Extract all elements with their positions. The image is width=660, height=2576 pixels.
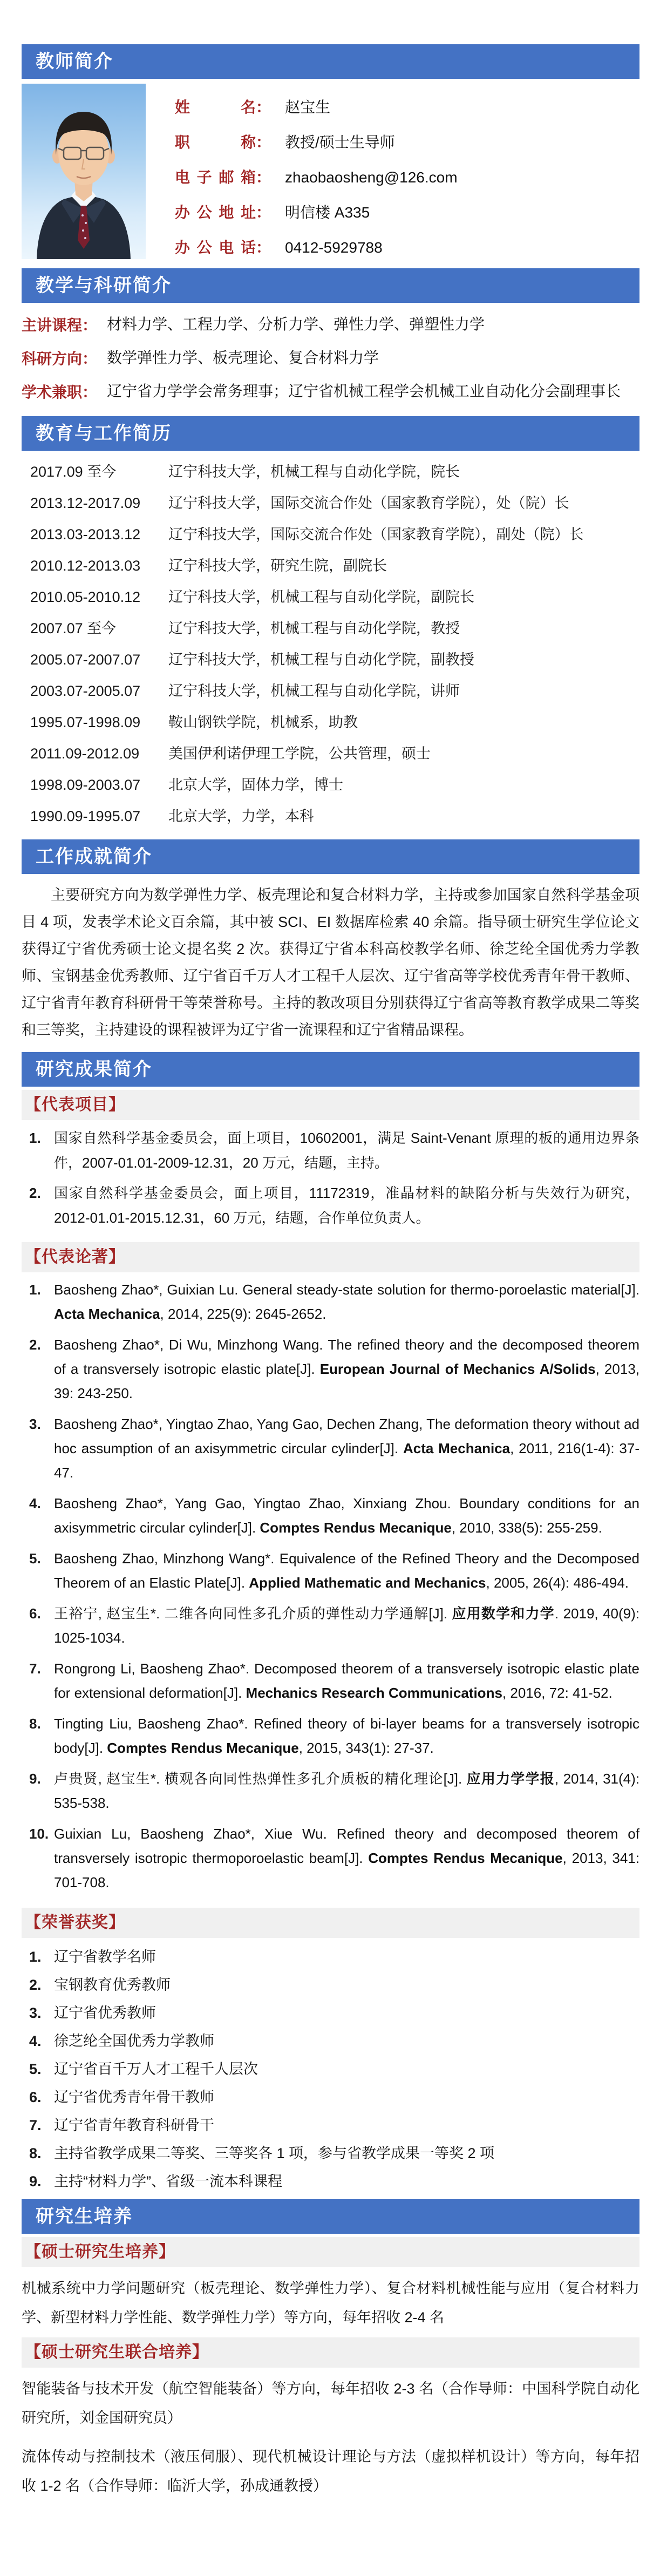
publication-text bbox=[54, 1602, 639, 1650]
profile-field-label: 姓名 bbox=[175, 99, 256, 116]
award-item bbox=[22, 1999, 639, 2026]
award-text: 主持省教学成果二等奖、三等奖各 1 项，参与省教学成果一等奖 2 项 bbox=[54, 2145, 495, 2161]
publication-authors-title: Tingting Liu, Baosheng Zhao*. Refined theory of bi-layer beams for a transversely isotropic body[J]. bbox=[54, 1716, 639, 1756]
publication-item bbox=[22, 1547, 639, 1595]
profile-field-row bbox=[175, 160, 639, 195]
publication-number: 4. bbox=[29, 1495, 41, 1511]
history-description: 辽宁科技大学，国际交流合作处（国家教育学院），副处（院）长 bbox=[168, 526, 584, 543]
history-row bbox=[22, 456, 639, 487]
publication-number: 6. bbox=[29, 1605, 41, 1622]
publication-cite-detail: , 2005, 26(4): 486-494. bbox=[486, 1575, 629, 1591]
teaching-row-label: 科研方向： bbox=[22, 350, 98, 367]
history-list bbox=[22, 451, 639, 839]
publication-authors-title: 王裕宁, 赵宝生*. 二维各向同性多孔介质的弹性动力学通解[J]. bbox=[54, 1605, 452, 1622]
project-text: 国家自然科学基金委员会，面上项目，11172319，准晶材料的缺陷分析与失效行为研究，2012-01.01-2015.12.31，60 万元，结题，合作单位负责人。 bbox=[54, 1185, 639, 1226]
publication-item bbox=[22, 1412, 639, 1485]
joint-paragraphs bbox=[22, 2374, 639, 2500]
award-text: 徐芝纶全国优秀力学教师 bbox=[54, 2033, 214, 2049]
teaching-row bbox=[22, 377, 639, 405]
publication-authors-title: Baosheng Zhao*, Yingtao Zhao, Yang Gao, Dechen Zhang, The deformation theory without ad hoc assumption of an axisymmetric circular cylinder[J]. bbox=[54, 1416, 639, 1456]
achievement-paragraph: 主要研究方向为数学弹性力学、板壳理论和复合材料力学，主持或参加国家自然科学基金项目 4 项，发表学术论文百余篇，其中被 SCI、EI 数据库检索 40 余篇。指导硕士研究生学位论文获得辽宁省优秀硕士论文提名奖 2 次。获得辽宁省本科高校教学名师、徐芝纶全国优秀力学教师、宝钢基金优秀教师、辽宁省百千万人才工程千人层次、辽宁省高等学校优秀青年骨干教师、辽宁省青年教育科研骨干等荣誉称号。主持的教改项目分别获得辽宁省高等教育教学成果二等奖和三等奖，主持建设的课程被评为辽宁省一流课程和辽宁省精品课程。 bbox=[22, 887, 639, 1038]
award-number: 2. bbox=[29, 1977, 42, 1993]
publication-journal: Comptes Rendus Mecanique bbox=[107, 1740, 299, 1756]
history-row bbox=[22, 519, 639, 550]
subheader-master-training: 【硕士研究生培养】 bbox=[22, 2237, 639, 2267]
award-number: 7. bbox=[29, 2117, 42, 2133]
project-item bbox=[22, 1181, 639, 1230]
publication-item bbox=[22, 1278, 639, 1326]
history-row bbox=[22, 487, 639, 519]
award-item bbox=[22, 2084, 639, 2111]
teaching-rows bbox=[22, 303, 639, 416]
publication-cite-detail: . 2019, 40(9): 1025-1034. bbox=[54, 1605, 639, 1646]
publication-cite-detail: , 2011, 216(1-4): 37-47. bbox=[54, 1440, 639, 1481]
section-title-training: 研究生培养 bbox=[36, 2206, 133, 2227]
award-text: 辽宁省青年教育科研骨干 bbox=[54, 2117, 214, 2133]
publication-number: 8. bbox=[29, 1716, 41, 1732]
profile-photo bbox=[22, 84, 146, 259]
section-title-research: 研究成果简介 bbox=[36, 1059, 152, 1080]
publication-text bbox=[54, 1657, 639, 1705]
section-header-research bbox=[22, 1052, 639, 1087]
publication-journal: Mechanics Research Communications bbox=[246, 1685, 502, 1701]
profile-block bbox=[22, 79, 639, 268]
publication-journal: Acta Mechanica bbox=[54, 1306, 160, 1322]
profile-field-row bbox=[175, 195, 639, 230]
publication-number: 2. bbox=[29, 1337, 41, 1353]
publication-journal: Comptes Rendus Mecanique bbox=[260, 1520, 452, 1536]
profile-field-label: 电子邮箱 bbox=[175, 169, 256, 186]
history-date: 2003.07-2005.07 bbox=[30, 683, 141, 699]
history-description: 辽宁科技大学，机械工程与自动化学院，讲师 bbox=[168, 683, 460, 699]
history-row bbox=[22, 769, 639, 801]
publication-cite-detail: , 2016, 72: 41-52. bbox=[502, 1685, 613, 1701]
profile-field-value: 明信楼 A335 bbox=[285, 204, 370, 221]
awards-list bbox=[22, 1938, 639, 2199]
award-item bbox=[22, 2112, 639, 2139]
award-number: 8. bbox=[29, 2145, 42, 2161]
award-text: 辽宁省教学名师 bbox=[54, 1949, 156, 1965]
award-item bbox=[22, 2140, 639, 2167]
publication-text bbox=[54, 1767, 639, 1815]
history-row bbox=[22, 738, 639, 769]
subheader-publications: 【代表论著】 bbox=[22, 1242, 639, 1272]
publication-cite-detail: , 2010, 338(5): 255-259. bbox=[451, 1520, 602, 1536]
award-item bbox=[22, 2028, 639, 2055]
award-number: 9. bbox=[29, 2173, 42, 2189]
publication-item bbox=[22, 1492, 639, 1540]
history-description: 北京大学，固体力学，博士 bbox=[168, 777, 343, 793]
section-header-profile bbox=[22, 44, 639, 79]
history-description: 北京大学，力学，本科 bbox=[168, 808, 314, 824]
history-row bbox=[22, 613, 639, 644]
profile-field-colon: ： bbox=[256, 204, 271, 221]
publication-item bbox=[22, 1602, 639, 1650]
section-title-teaching: 教学与科研简介 bbox=[36, 275, 172, 296]
publication-authors-title: Baosheng Zhao*, Yang Gao, Yingtao Zhao, Xinxiang Zhou. Boundary conditions for an axisymmetric circular cylinder[J]. bbox=[54, 1495, 639, 1536]
history-date: 1995.07-1998.09 bbox=[30, 714, 141, 730]
joint-training-text: 流体传动与控制技术（液压伺服）、现代机械设计理论与方法（虚拟样机设计）等方向，每年招收 1-2 名（合作导师：临沂大学，孙成通教授） bbox=[22, 2449, 639, 2494]
history-row bbox=[22, 675, 639, 707]
history-description: 辽宁科技大学，机械工程与自动化学院，教授 bbox=[168, 620, 460, 636]
publication-text bbox=[54, 1333, 639, 1406]
publications-list bbox=[22, 1272, 639, 1904]
publication-authors-title: 卢贵贤, 赵宝生*. 横观各向同性热弹性多孔介质板的精化理论[J]. bbox=[54, 1771, 467, 1787]
profile-field-colon: ： bbox=[256, 239, 271, 256]
section-header-teaching bbox=[22, 268, 639, 303]
award-item bbox=[22, 1943, 639, 1970]
history-description: 辽宁科技大学，研究生院，副院长 bbox=[168, 558, 387, 574]
publication-item bbox=[22, 1657, 639, 1705]
publication-cite-detail: , 2015, 343(1): 27-37. bbox=[298, 1740, 434, 1756]
publication-item bbox=[22, 1712, 639, 1760]
profile-field-label: 职称 bbox=[175, 134, 256, 151]
history-date: 2005.07-2007.07 bbox=[30, 652, 141, 668]
publication-item bbox=[22, 1767, 639, 1815]
top-margin bbox=[0, 0, 660, 44]
profile-field-row bbox=[175, 230, 639, 265]
profile-field-label: 办公地址 bbox=[175, 204, 256, 221]
profile-field-value: 赵宝生 bbox=[285, 99, 331, 116]
joint-training-text: 智能装备与技术开发（航空智能装备）等方向，每年招收 2-3 名（合作导师：中国科学院自动化研究所，刘金国研究员） bbox=[22, 2381, 639, 2426]
publication-text bbox=[54, 1278, 639, 1326]
publication-number: 9. bbox=[29, 1771, 41, 1787]
profile-field-colon: ： bbox=[256, 99, 271, 116]
award-item bbox=[22, 1971, 639, 1998]
award-number: 1. bbox=[29, 1949, 42, 1965]
section-title-history: 教育与工作简历 bbox=[36, 423, 172, 444]
publication-authors-title: Rongrong Li, Baosheng Zhao*. Decomposed theorem of a transversely isotropic elastic plate for extensional deformation[J]. bbox=[54, 1660, 639, 1701]
publication-text bbox=[54, 1822, 639, 1895]
publication-authors-title: Guixian Lu, Baosheng Zhao*, Xiue Wu. Refined theory and decomposed theorem of transversely isotropic thermoporoelastic beam[J]. bbox=[54, 1826, 639, 1866]
teaching-row bbox=[22, 344, 639, 372]
section-header-history bbox=[22, 416, 639, 451]
publication-number: 3. bbox=[29, 1416, 41, 1432]
history-row bbox=[22, 581, 639, 613]
history-row bbox=[22, 707, 639, 738]
history-description: 辽宁科技大学，国际交流合作处（国家教育学院），处（院）长 bbox=[168, 495, 569, 511]
history-row bbox=[22, 801, 639, 832]
award-number: 5. bbox=[29, 2061, 42, 2077]
history-date: 1998.09-2003.07 bbox=[30, 777, 141, 793]
publication-authors-title: Baosheng Zhao*, Di Wu, Minzhong Wang. The refined theory and the decomposed theorem of a transversely isotropic elastic plate[J]. bbox=[54, 1337, 639, 1377]
publication-journal: European Journal of Mechanics A/Solids bbox=[319, 1361, 596, 1377]
publication-cite-detail: , 2013, 39: 243-250. bbox=[54, 1361, 640, 1401]
history-description: 美国伊利诺伊理工学院，公共管理，硕士 bbox=[168, 745, 431, 762]
history-description: 辽宁科技大学，机械工程与自动化学院，副院长 bbox=[168, 589, 474, 605]
teaching-row-label: 主讲课程： bbox=[22, 317, 98, 334]
award-text: 辽宁省优秀教师 bbox=[54, 2005, 156, 2021]
publication-cite-detail: , 2014, 31(4): 535-538. bbox=[54, 1771, 639, 1811]
publication-authors-title: Baosheng Zhao, Minzhong Wang*. Equivalence of the Refined Theory and the Decomposed Theorem of an Elastic Plate[J]. bbox=[54, 1550, 639, 1591]
profile-field-row bbox=[175, 125, 639, 160]
subheader-awards: 【荣誉获奖】 bbox=[22, 1908, 639, 1938]
publication-number: 1. bbox=[29, 1282, 41, 1298]
teaching-row-value: 数学弹性力学、板壳理论、复合材料力学 bbox=[107, 349, 379, 366]
award-number: 3. bbox=[29, 2005, 42, 2021]
publication-text bbox=[54, 1412, 639, 1485]
history-description: 辽宁科技大学，机械工程与自动化学院，院长 bbox=[168, 464, 460, 480]
section-header-achievement bbox=[22, 839, 639, 874]
history-date: 2010.05-2010.12 bbox=[30, 589, 141, 605]
history-date: 2007.07 至今 bbox=[30, 620, 117, 636]
publication-text bbox=[54, 1547, 639, 1595]
publication-journal: 应用数学和力学 bbox=[452, 1605, 555, 1622]
profile-field-label: 办公电话 bbox=[175, 239, 256, 256]
projects-list bbox=[22, 1120, 639, 1239]
profile-field-colon: ： bbox=[256, 134, 271, 151]
award-item bbox=[22, 2056, 639, 2083]
history-description: 鞍山钢铁学院，机械系，助教 bbox=[168, 714, 358, 730]
section-title-profile: 教师简介 bbox=[36, 51, 113, 72]
publication-journal: Comptes Rendus Mecanique bbox=[368, 1850, 563, 1866]
publication-text bbox=[54, 1492, 639, 1540]
project-number: 2. bbox=[29, 1185, 41, 1201]
award-text: 辽宁省百千万人才工程千人层次 bbox=[54, 2061, 258, 2077]
award-text: 主持“材料力学”、省级一流本科课程 bbox=[54, 2173, 282, 2189]
award-item bbox=[22, 2168, 639, 2195]
history-date: 1990.09-1995.07 bbox=[30, 808, 141, 824]
history-date: 2013.12-2017.09 bbox=[30, 495, 141, 511]
profile-fields bbox=[175, 90, 639, 265]
subheader-projects: 【代表项目】 bbox=[22, 1090, 639, 1120]
history-date: 2010.12-2013.03 bbox=[30, 558, 141, 574]
publication-text bbox=[54, 1712, 639, 1760]
teaching-row-label: 学术兼职： bbox=[22, 384, 98, 401]
publication-number: 10. bbox=[29, 1826, 49, 1842]
project-number: 1. bbox=[29, 1130, 41, 1146]
history-row bbox=[22, 644, 639, 675]
history-date: 2013.03-2013.12 bbox=[30, 526, 141, 543]
history-description: 辽宁科技大学，机械工程与自动化学院，副教授 bbox=[168, 652, 474, 668]
teaching-row-value: 辽宁省力学学会常务理事；辽宁省机械工程学会机械工业自动化分会副理事长 bbox=[107, 383, 621, 399]
subheader-joint-training: 【硕士研究生联合培养】 bbox=[22, 2337, 639, 2368]
profile-field-value: zhaobaosheng@126.com bbox=[285, 169, 458, 186]
publication-journal: Applied Mathematic and Mechanics bbox=[249, 1575, 486, 1591]
portrait-illustration bbox=[22, 84, 146, 259]
teaching-row bbox=[22, 310, 639, 338]
publication-authors-title: Baosheng Zhao*, Guixian Lu. General steady-state solution for thermo-poroelastic material[J]. bbox=[54, 1282, 639, 1298]
project-text: 国家自然科学基金委员会，面上项目，10602001，满足 Saint-Venant 原理的板的通用边界条件，2007-01.01-2009-12.31，20 万元，结题，主持。 bbox=[54, 1130, 639, 1171]
profile-field-colon: ： bbox=[256, 169, 271, 186]
master-training-text: 机械系统中力学问题研究（板壳理论、数学弹性力学）、复合材料机械性能与应用（复合材料力学、新型材料力学性能、数学弹性力学）等方向，每年招收 2-4 名 bbox=[22, 2280, 639, 2326]
profile-field-value: 教授/硕士生导师 bbox=[285, 134, 395, 151]
publication-cite-detail: , 2014, 225(9): 2645-2652. bbox=[160, 1306, 326, 1322]
publication-journal: Acta Mechanica bbox=[403, 1440, 511, 1456]
section-header-training bbox=[22, 2199, 639, 2234]
project-item bbox=[22, 1126, 639, 1175]
history-date: 2011.09-2012.09 bbox=[30, 745, 140, 762]
publication-item bbox=[22, 1333, 639, 1406]
award-text: 辽宁省优秀青年骨干教师 bbox=[54, 2089, 214, 2105]
profile-field-row bbox=[175, 90, 639, 125]
award-number: 6. bbox=[29, 2089, 42, 2105]
publication-item bbox=[22, 1822, 639, 1895]
award-text: 宝钢教育优秀教师 bbox=[54, 1977, 171, 1993]
history-date: 2017.09 至今 bbox=[30, 464, 117, 480]
publication-number: 5. bbox=[29, 1550, 41, 1567]
award-number: 4. bbox=[29, 2033, 42, 2049]
publication-cite-detail: , 2013, 341: 701-708. bbox=[54, 1850, 639, 1890]
profile-field-value: 0412-5929788 bbox=[285, 239, 383, 256]
publication-journal: 应用力学学报 bbox=[466, 1771, 555, 1787]
section-title-achievement: 工作成就简介 bbox=[36, 846, 152, 867]
teaching-row-value: 材料力学、工程力学、分析力学、弹性力学、弹塑性力学 bbox=[107, 316, 485, 333]
publication-number: 7. bbox=[29, 1660, 41, 1677]
history-row bbox=[22, 550, 639, 581]
